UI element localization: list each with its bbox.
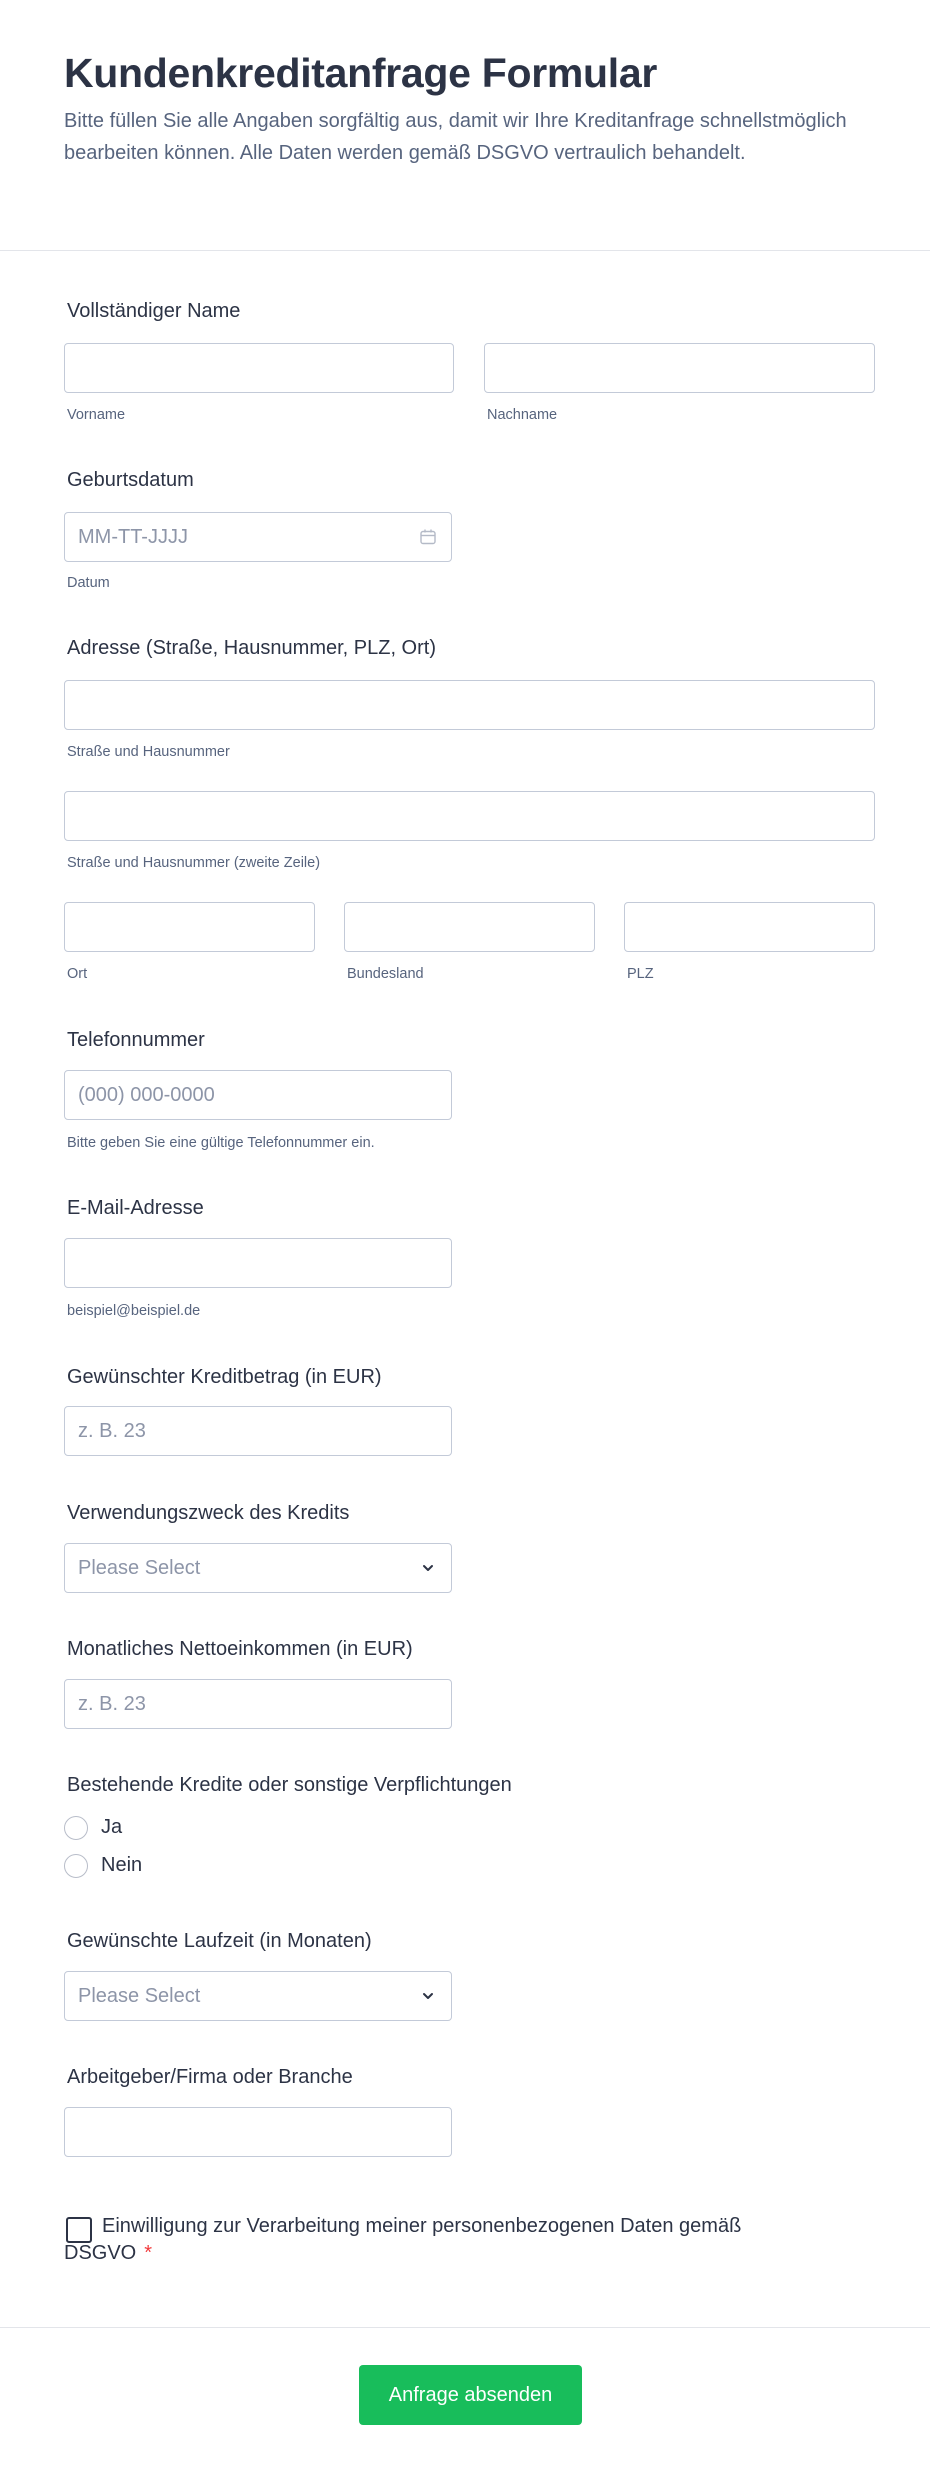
amount-input[interactable] (64, 1406, 452, 1456)
submit-button[interactable]: Anfrage absenden (359, 2365, 582, 2425)
zip-sublabel: PLZ (627, 966, 654, 982)
footer-divider (0, 2327, 930, 2328)
consent-label (64, 2213, 814, 2267)
income-input[interactable] (64, 1679, 452, 1729)
radio-button[interactable] (64, 1816, 88, 1840)
radio-label-ja: Ja (101, 1816, 123, 1838)
city-input[interactable] (64, 902, 315, 952)
birthdate-input[interactable] (64, 512, 452, 562)
consent-text: Einwilligung zur Verarbeitung meiner personenbezogenen Daten gemäß DSGVO (64, 2215, 742, 2264)
city-sublabel: Ort (67, 966, 88, 982)
name-label: Vollständiger Name (67, 300, 241, 322)
chevron-down-icon (419, 1987, 437, 2005)
purpose-select[interactable] (64, 1543, 452, 1593)
phone-placeholder: (000) 000-0000 (78, 1084, 215, 1106)
term-select[interactable] (64, 1971, 452, 2021)
street2-input[interactable] (64, 791, 875, 841)
employer-input[interactable] (64, 2107, 452, 2157)
birthdate-label: Geburtsdatum (67, 469, 194, 491)
state-input[interactable] (344, 902, 595, 952)
first-name-input[interactable] (64, 343, 454, 393)
calendar-icon[interactable] (419, 528, 437, 546)
amount-label: Gewünschter Kreditbetrag (in EUR) (67, 1366, 382, 1388)
employer-label: Arbeitgeber/Firma oder Branche (67, 2066, 353, 2088)
existing-credit-label: Bestehende Kredite oder sonstige Verpflichtungen (67, 1774, 512, 1796)
address-label: Adresse (Straße, Hausnummer, PLZ, Ort) (67, 637, 436, 659)
birthdate-placeholder: MM-TT-JJJJ (78, 526, 188, 548)
email-input[interactable] (64, 1238, 452, 1288)
email-sublabel: beispiel@beispiel.de (67, 1303, 201, 1319)
phone-label: Telefonnummer (67, 1029, 205, 1051)
street-input[interactable] (64, 680, 875, 730)
last-name-sublabel: Nachname (487, 407, 558, 423)
chevron-down-icon (419, 1559, 437, 1577)
form-description: Bitte füllen Sie alle Angaben sorgfältig aus, damit wir Ihre Kreditanfrage schnellstmöglich bearbeiten können. Alle Daten werden gemäß DSGVO vertraulich behandelt. (64, 110, 847, 164)
birthdate-sublabel: Datum (67, 575, 110, 591)
form-header (0, 0, 930, 251)
radio-label-nein: Nein (101, 1854, 143, 1876)
phone-sublabel: Bitte geben Sie eine gültige Telefonnummer ein. (67, 1135, 375, 1151)
purpose-label: Verwendungszweck des Kredits (67, 1502, 350, 1524)
income-label: Monatliches Nettoeinkommen (in EUR) (67, 1638, 413, 1660)
email-label: E-Mail-Adresse (67, 1197, 204, 1219)
street-sublabel: Straße und Hausnummer (67, 744, 230, 760)
phone-input[interactable] (64, 1070, 452, 1120)
page-title: Kundenkreditanfrage Formular (64, 50, 658, 96)
last-name-input[interactable] (484, 343, 875, 393)
zip-input[interactable] (624, 902, 875, 952)
required-mark: * (144, 2242, 153, 2264)
income-placeholder: z. B. 23 (78, 1693, 146, 1715)
first-name-sublabel: Vorname (67, 407, 126, 423)
term-label: Gewünschte Laufzeit (in Monaten) (67, 1930, 372, 1952)
street2-sublabel: Straße und Hausnummer (zweite Zeile) (67, 855, 321, 871)
state-sublabel: Bundesland (347, 966, 424, 982)
term-placeholder: Please Select (78, 1985, 201, 2007)
amount-placeholder: z. B. 23 (78, 1420, 146, 1442)
purpose-placeholder: Please Select (78, 1557, 201, 1579)
radio-button[interactable] (64, 1854, 88, 1878)
